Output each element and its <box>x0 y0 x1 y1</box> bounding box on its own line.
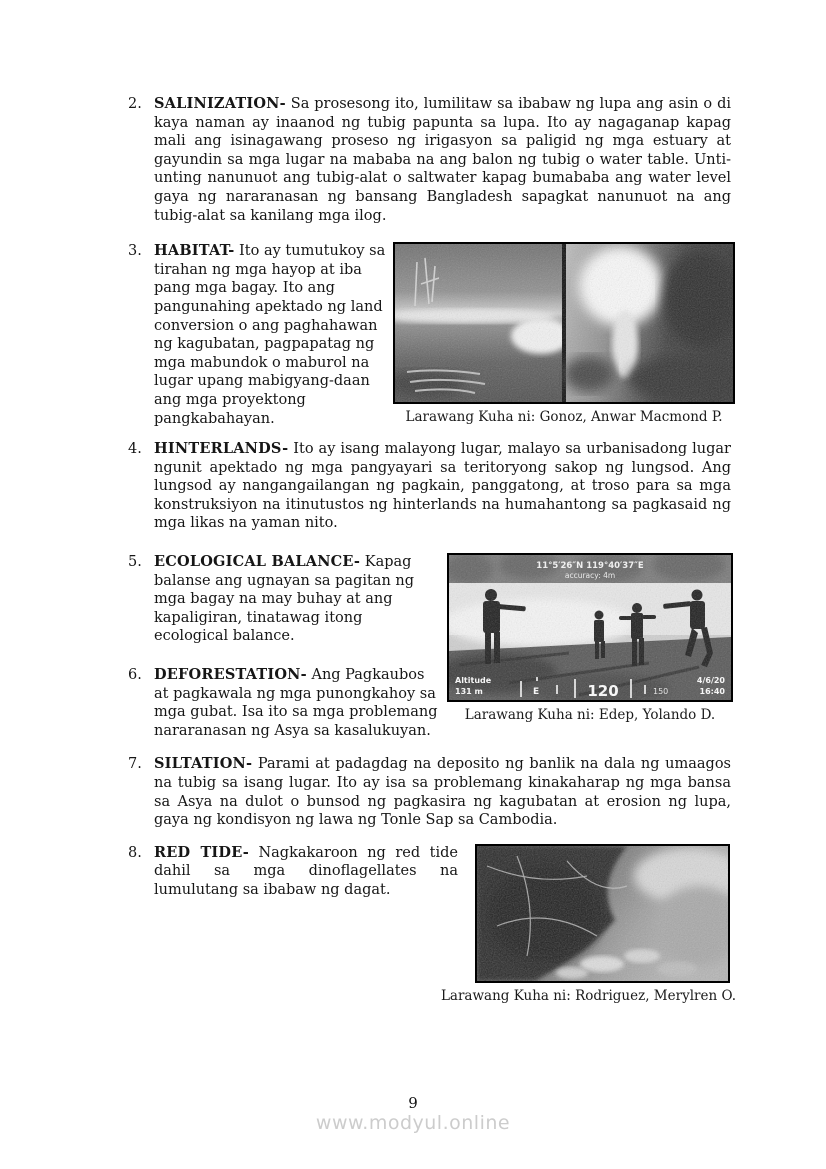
item-body-text: Ito ay isang malayong lugar, malayo sa urbanisadong lugar ngunit apektado ng mga pangyayari sa teritoryong sakop ng lungsod. Ang lungsod ay nangangailangan ng pagkain, panggatong, at troso para sa mga konstruksiyon na itinutustos ng hinterlands na humahantong sa pagkasaid ng mga likas na yaman nito. <box>154 441 731 532</box>
item-term: SILTATION- <box>154 755 253 773</box>
red-tide-photo <box>475 844 730 983</box>
item-term: RED TIDE- <box>154 843 249 861</box>
figure-habitat <box>393 242 735 426</box>
row-deforestation <box>128 553 731 740</box>
list-item-habitat <box>128 242 393 428</box>
item-paragraph <box>154 242 393 428</box>
list-item-ecological-balance <box>128 553 438 646</box>
item-paragraph <box>154 755 731 829</box>
item-number: 4. <box>128 441 142 458</box>
photo-caption-red-tide: Larawang Kuha ni: Rodriguez, Merylren O. <box>440 987 737 1004</box>
item-paragraph <box>154 666 438 740</box>
item-number: 5. <box>128 554 142 571</box>
item-paragraph <box>154 844 458 900</box>
photo-date: 4/6/20 <box>696 676 725 686</box>
watermark: www.modyul.online <box>315 1112 511 1134</box>
item-body-text: Sa prosesong ito, lumilitaw sa ibabaw ng lupa ang asin o di kaya naman ay inaanod ng tubig papunta sa lupa. Ito ay nagaganap kapag mali ang isinagawang proseso ng irigasyon sa paligid ng mga estuary at gayundin sa mga lugar na mababa na ang balon ng tubig o water table. Unti-unting nanunuot ang tubig-alat o saltwater kapag bumababa ang water level gaya ng nararanasan ng bansang Bangladesh sapagkat nanunuot na ang tubig-alat sa kanilang mga ilog. <box>154 96 731 224</box>
item-body-text: Ito ay tumutukoy sa tirahan ng mga hayop at iba pang mga bagay. Ito ang pangunahing apektado ng land conversion o ang paghahawan ng kagubatan, pagpapatag ng mga mabundok o maburol na lugar upang mabigyang-daan ang mga proyektong pangkabahayan. <box>154 243 386 427</box>
figure-red-tide <box>440 844 737 1005</box>
row-red-tide <box>128 843 737 1005</box>
photo-caption-habitat: Larawang Kuha ni: Gonoz, Anwar Macmond P. <box>405 409 723 426</box>
red-tide-photo-image <box>477 846 728 981</box>
item-paragraph <box>154 95 731 225</box>
list-item-hinterlands <box>128 440 731 533</box>
list-item-salinization <box>128 95 731 225</box>
figure-deforestation <box>447 553 733 724</box>
column-items-5-6 <box>128 553 438 740</box>
item-term: DEFORESTATION- <box>154 666 307 684</box>
altitude-value: 131 m <box>455 687 483 697</box>
item-term: HINTERLANDS- <box>154 440 289 458</box>
item-body-text: Kapag balanse ang ugnayan sa pagitan ng mga bagay na may buhay at ang kapaligiran, tinatawag itong ecological balance. <box>154 554 415 645</box>
item-number: 2. <box>128 96 142 112</box>
item-number: 8. <box>128 844 142 861</box>
compass-heading-value: 120 <box>587 682 619 701</box>
gps-accuracy-text: accuracy: 4m <box>564 571 616 581</box>
item-body-text: Parami at padagdag na deposito ng banlik na dala ng umaagos na tubig sa isang lugar. Ito ay isa sa problemang kinakaharap ng mga bansa sa Asya na dulot o bunsod ng pagkasira ng kagubatan at erosion ng lupa, gaya ng kondisyon ng lawa ng Tonle Sap sa Cambodia. <box>154 756 731 829</box>
deforestation-photo-image <box>449 555 731 700</box>
compass-east-label: E <box>533 687 540 698</box>
altitude-label: Altitude <box>455 676 492 686</box>
item-term: SALINIZATION- <box>154 95 286 112</box>
item-body-text: Nagkakaroon ng red tide dahil sa mga dinoflagellates na lumulutang sa ibabaw ng dagat. <box>154 844 458 898</box>
compass-next-tick-label: 150 <box>653 687 669 697</box>
row-habitat <box>128 242 731 428</box>
item-number: 3. <box>128 243 142 260</box>
list-item-siltation <box>128 755 731 829</box>
item-paragraph <box>154 553 438 646</box>
list-item-deforestation <box>128 666 438 740</box>
item-term: HABITAT- <box>154 242 235 260</box>
item-term: ECOLOGICAL BALANCE- <box>154 553 361 571</box>
item-paragraph <box>154 440 731 533</box>
item-number: 7. <box>128 756 142 773</box>
photo-time: 16:40 <box>699 687 725 697</box>
habitat-photo <box>393 242 735 404</box>
gps-coordinates-text: 11°5′26″N 119°40′37″E <box>536 561 644 572</box>
deforestation-photo <box>447 553 733 702</box>
habitat-photo-image <box>395 244 733 402</box>
item-body-text: Ang Pagkaubos at pagkawala ng mga punongkahoy sa mga gubat. Isa ito sa mga problemang nararanasan ng Asya sa kasalukuyan. <box>154 667 438 739</box>
item-number: 6. <box>128 667 142 684</box>
list-item-red-tide <box>128 844 458 900</box>
page-number: 9 <box>408 1094 418 1112</box>
photo-caption-deforestation: Larawang Kuha ni: Edep, Yolando D. <box>464 707 716 724</box>
